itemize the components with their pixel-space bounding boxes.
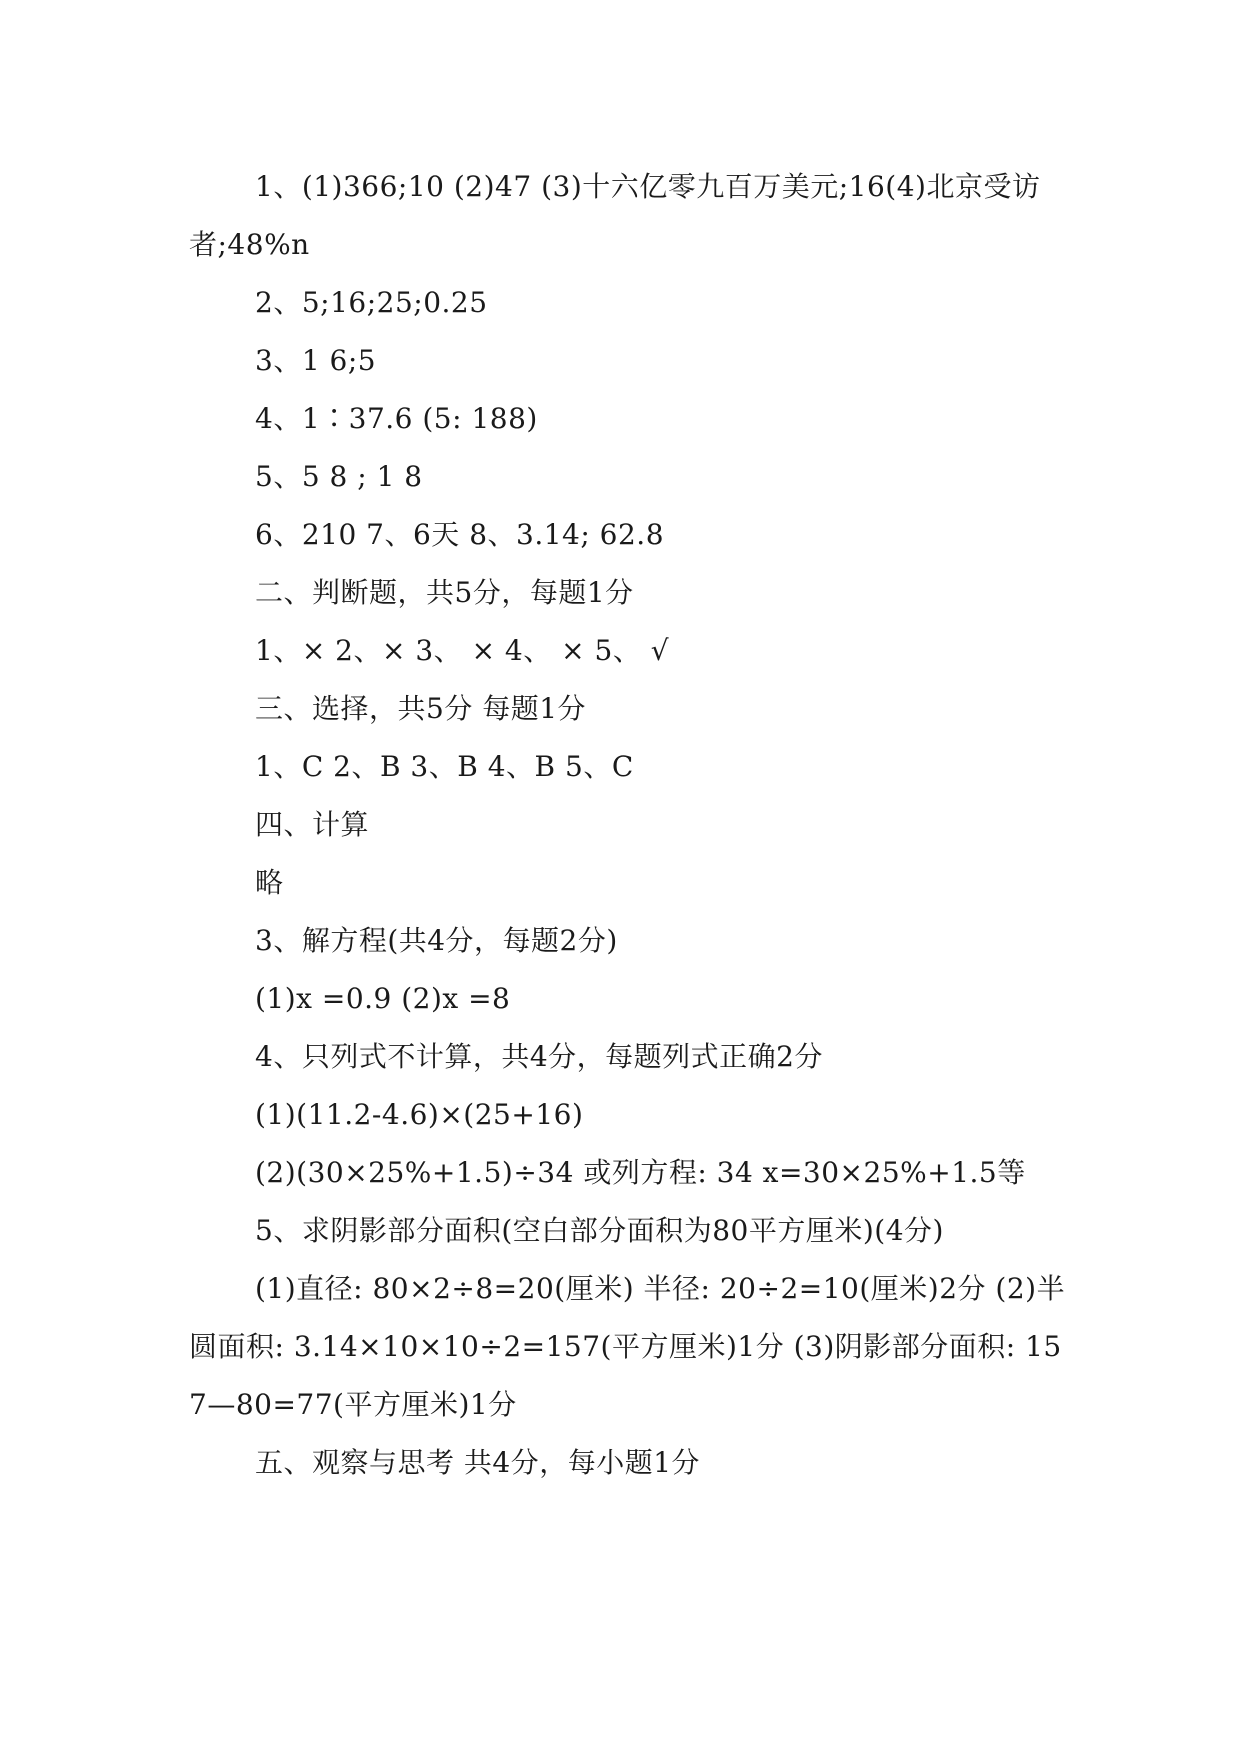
subheading-equations: 3、解方程(共4分，每题2分) [255, 924, 618, 957]
subheading-shaded-area: 5、求阴影部分面积(空白部分面积为80平方厘米)(4分) [255, 1214, 944, 1247]
answer-line-omitted: 略 [255, 866, 284, 899]
section-heading-observation: 五、观察与思考 共4分，每小题1分 [255, 1446, 701, 1479]
subheading-expressions: 4、只列式不计算，共4分，每题列式正确2分 [255, 1040, 823, 1073]
section-heading-judgement: 二、判断题，共5分，每题1分 [255, 576, 634, 609]
answer-line-equations: (1)x =0.9 (2)x =8 [255, 982, 511, 1015]
answer-line-expression-2: (2)(30×25%+1.5)÷34 或列方程: 34 x=30×25%+1.5等 [255, 1156, 1026, 1189]
answer-line-fill-blank-4: 4、1∶37.6 (5: 188) [255, 402, 538, 435]
answer-line-choice: 1、C 2、B 3、B 4、B 5、C [255, 750, 634, 783]
answer-line-fill-blank-1: 1、(1)366;10 (2)47 (3)十六亿零九百万美元;16(4)北京受访者;48%n [189, 170, 1041, 261]
answer-line-expression-1: (1)(11.2-4.6)×(25+16) [255, 1098, 584, 1131]
answer-line-fill-blank-6-8: 6、210 7、6天 8、3.14; 62.8 [255, 518, 665, 551]
answer-line-judgement: 1、× 2、× 3、 × 4、 × 5、 √ [255, 634, 670, 667]
section-heading-choice: 三、选择，共5分 每题1分 [255, 692, 587, 725]
answer-line-fill-blank-5: 5、5 8 ; 1 8 [255, 460, 423, 493]
answer-line-fill-blank-2: 2、5;16;25;0.25 [255, 286, 488, 319]
answer-line-fill-blank-3: 3、1 6;5 [255, 344, 377, 377]
answer-line-shaded-area: (1)直径: 80×2÷8=20(厘米) 半径: 20÷2=10(厘米)2分 (2)半圆面积: 3.14×10×10÷2=157(平方厘米)1分 (3)阴影部分面积: 157—80=77(平方厘米)1分 [189, 1272, 1066, 1421]
answer-key-body [189, 158, 1069, 1492]
section-heading-calculation: 四、计算 [255, 808, 370, 841]
